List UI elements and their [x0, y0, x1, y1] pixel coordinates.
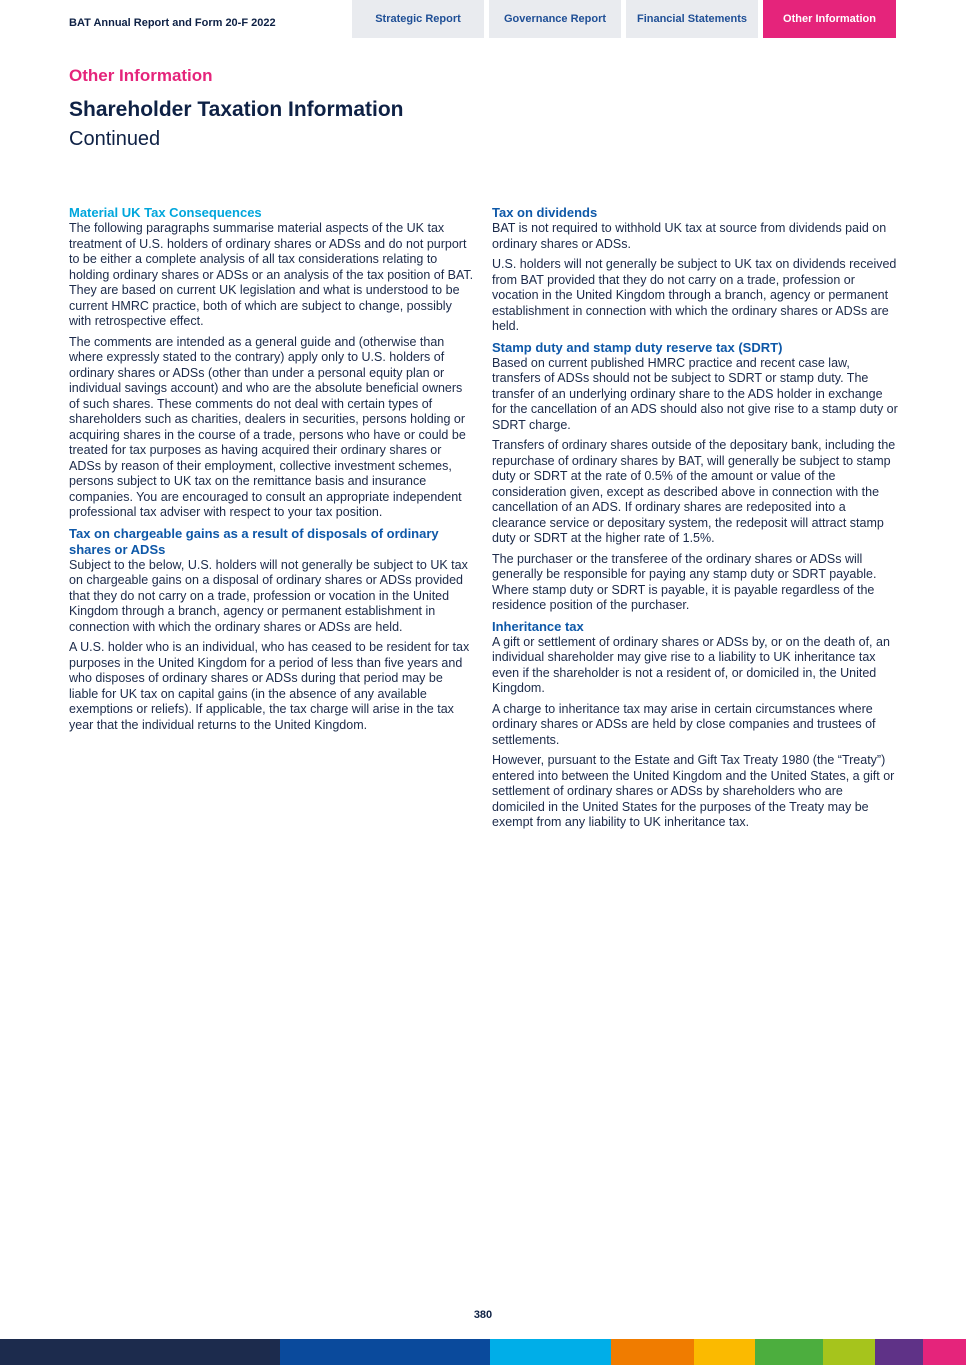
paragraph: Subject to the below, U.S. holders will not generally be subject to UK tax on chargeable gains on a disposal of ordinary shares or ADSs provided that they do not carry on a trade, profession or vocation in the United Kingdom through a branch, agency or permanent establishment in connection with which the ordinary shares or ADSs are held.: [69, 557, 468, 634]
tab-other-information[interactable]: Other Information: [763, 0, 896, 38]
paragraph: The following paragraphs summarise material aspects of the UK tax treatment of U.S. holders of ordinary shares or ADSs and do not purport to be either a complete analysis of all tax considerations relating to holding ordinary shares or ADSs or an analysis of the tax position of BAT. They are based on current UK legislation and what is understood to be current HMRC practice, both of which are subject to change, possibly with retrospective effect.: [69, 221, 474, 328]
paragraph: However, pursuant to the Estate and Gift Tax Treaty 1980 (the “Treaty”) entered into between the United Kingdom and the United States, a gift or settlement of ordinary shares or ADSs by shareholders who are domiciled in the United States for the purposes of the Treaty may be exempt from any liability to UK inheritance tax.: [492, 753, 895, 829]
footer-bar-segment: [755, 1339, 823, 1365]
paragraph: The purchaser or the transferee of the ordinary shares or ADSs will generally be responsible for paying any stamp duty or SDRT payable. Where stamp duty or SDRT is payable, it is payable regardless of the residence position of the purchaser.: [492, 551, 877, 612]
page-title: Shareholder Taxation Information: [69, 98, 404, 121]
tab-financial-statements[interactable]: Financial Statements: [626, 0, 758, 38]
footer-bar-segment: [694, 1339, 755, 1365]
paragraph: Transfers of ordinary shares outside of the depositary bank, including the repurchase of ordinary shares by BAT, will generally be subject to stamp duty or SDRT at the rate of 0.5% of the amount or value of the consideration given, except as described above in connection with the cancellation of an ADS. If ordinary shares are redeposited into a clearance service or depositary system, the redeposit will attract stamp duty or SDRT at the higher rate of 1.5%.: [492, 438, 896, 545]
right-column: [492, 205, 898, 836]
section-label: Other Information: [69, 66, 213, 85]
page-subtitle: Continued: [69, 128, 161, 150]
paragraph: The comments are intended as a general guide and (otherwise than where expressly stated to the contrary) apply only to U.S. holders of ordinary shares or ADSs (other than under a personal equity plan or individual savings account) and who are the absolute beneficial owners of such shares. These comments do not deal with certain types of shareholders such as charities, dealers in securities, persons holding or acquiring shares in the course of a trade, persons who have or could be treated for tax purposes as having acquired their ordinary shares or ADSs by reason of their employment, collective investment schemes, persons subject to UK tax on the remittance basis and insurance companies. You are encouraged to consult an appropriate independent professional tax adviser with respect to your tax position.: [69, 334, 466, 519]
heading-inheritance-tax: Inheritance tax: [492, 618, 584, 634]
tab-strategic-report[interactable]: Strategic Report: [352, 0, 484, 38]
footer-color-bar: [0, 1339, 966, 1365]
tab-governance-report[interactable]: Governance Report: [489, 0, 621, 38]
page-number: 380: [473, 1309, 493, 1321]
paragraph: A U.S. holder who is an individual, who has ceased to be resident for tax purposes in the United Kingdom for a period of less than five years and who disposes of ordinary shares or ADSs during that period may be liable for UK tax on capital gains (in the absence of any available exemptions or reliefs). If applicable, the tax charge will arise in the tax year that the individual returns to the United Kingdom.: [69, 640, 470, 732]
footer-bar-segment: [490, 1339, 611, 1365]
heading-stamp-duty: Stamp duty and stamp duty reserve tax (SDRT): [492, 339, 783, 355]
footer-bar-segment: [923, 1339, 966, 1365]
footer-bar-segment: [875, 1339, 923, 1365]
left-column: [69, 205, 475, 738]
document-title: BAT Annual Report and Form 20-F 2022: [69, 17, 276, 29]
paragraph: A gift or settlement of ordinary shares or ADSs by, or on the death of, an individual shareholder may give rise to a liability to UK inheritance tax even if the shareholder is not a resident of, or domiciled in, the United Kingdom.: [492, 634, 890, 695]
paragraph: Based on current published HMRC practice and recent case law, transfers of ADSs should not be subject to SDRT or stamp duty. The transfer of an underlying ordinary share to the ADS holder in exchange for the cancellation of an ADS should also not give rise to a stamp duty or SDRT charge.: [492, 355, 898, 432]
paragraph: BAT is not required to withhold UK tax at source from dividends paid on ordinary shares or ADSs.: [492, 221, 887, 251]
heading-chargeable-gains: Tax on chargeable gains as a result of disposals of ordinary shares or ADSs: [69, 525, 439, 557]
footer-bar-segment: [823, 1339, 875, 1365]
footer-bar-segment: [611, 1339, 694, 1365]
heading-material-uk-tax: Material UK Tax Consequences: [69, 205, 262, 220]
paragraph: U.S. holders will not generally be subject to UK tax on dividends received from BAT provided that they do not carry on a trade, profession or vocation in the United Kingdom through a branch, agency or permanent establishment in connection with which the ordinary shares or ADSs are held.: [492, 257, 897, 333]
footer-bar-segment: [0, 1339, 280, 1365]
heading-tax-on-dividends: Tax on dividends: [492, 205, 598, 220]
footer-bar-segment: [280, 1339, 490, 1365]
paragraph: A charge to inheritance tax may arise in certain circumstances where ordinary shares or ADSs are held by close companies and trustees of settlements.: [492, 701, 876, 747]
